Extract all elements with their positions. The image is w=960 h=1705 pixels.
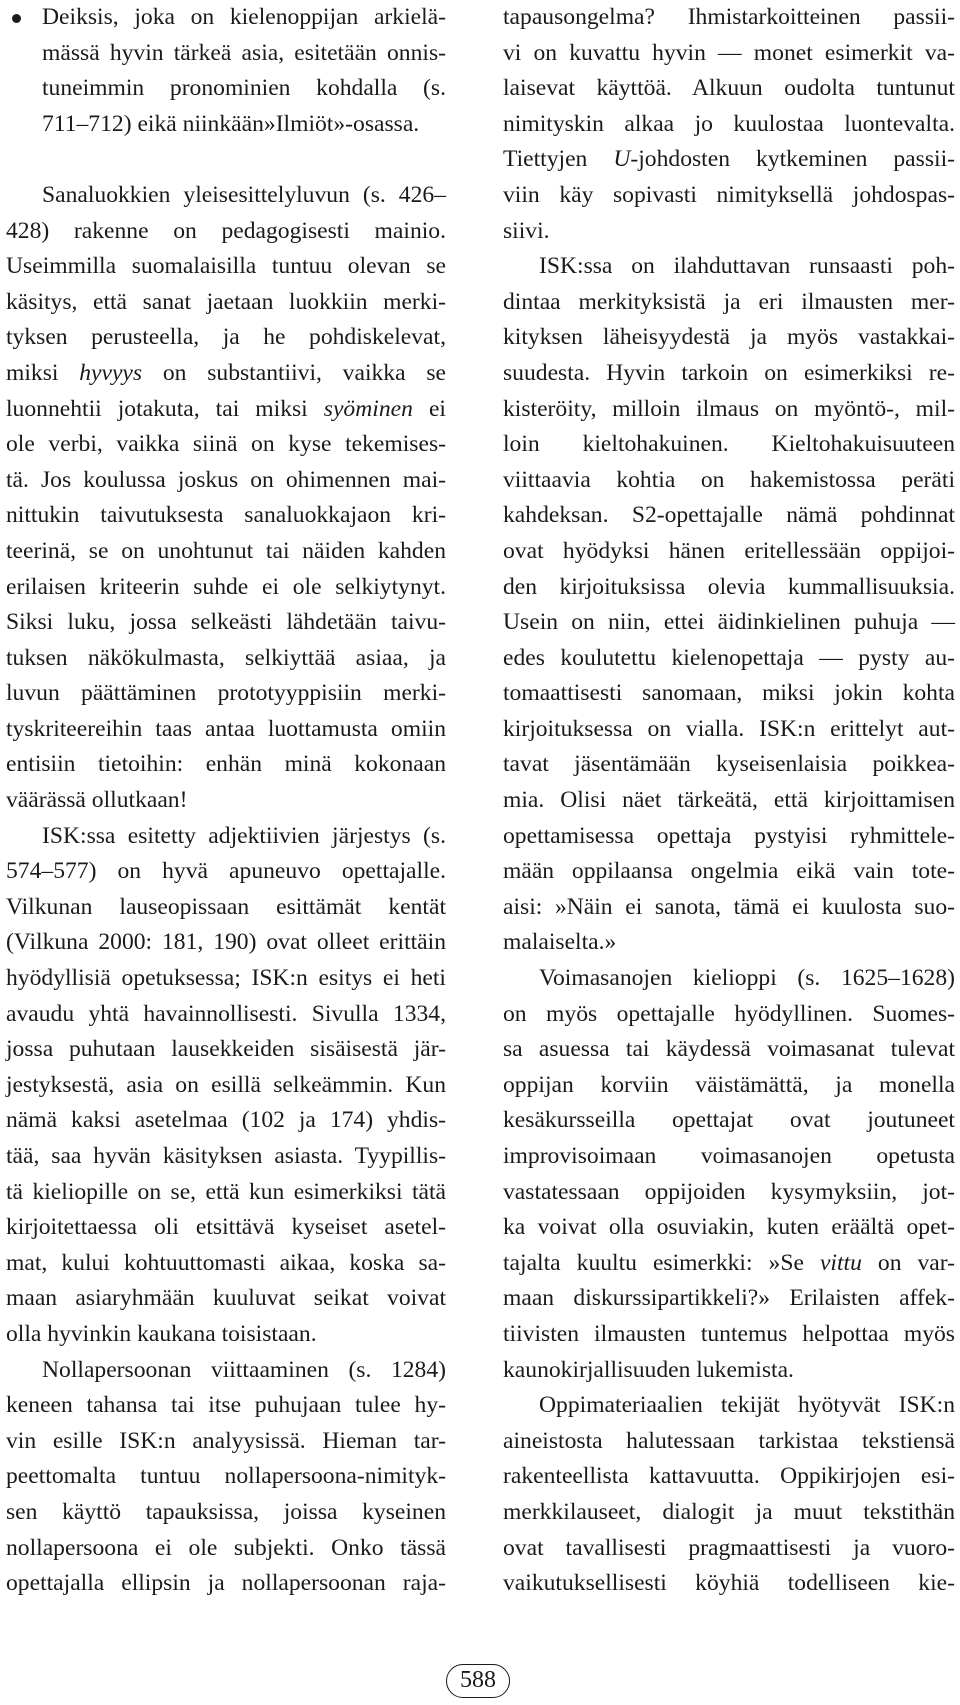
text-line: laisevat käyttöä. Alkuun oudolta tuntunut <box>503 75 955 102</box>
text-line: kesäkursseilla opettajat ovat joutuneet <box>503 1107 955 1134</box>
italic-term: vittu <box>819 1249 862 1276</box>
text-line: vi on kuvattu hyvin — monet esimerkit va- <box>503 39 955 66</box>
text-line: tuksen näkökulmasta, selkiyttää asiaa, ja <box>6 644 446 671</box>
text-line: Vilkunan lauseopissaan esittämät kentät <box>6 893 446 920</box>
text-line: kirjoituksessa on vialla. ISK:n erittelyt aut- <box>503 715 955 742</box>
text-line: miksi hyvyys on substantiivi, vaikka se <box>6 359 446 386</box>
text-line: mään oppilaansa ongelmia eikä vain tote- <box>503 858 955 885</box>
bullet-item <box>6 0 446 142</box>
text-line: mässä hyvin tärkeä asia, esitetään onnis- <box>42 39 446 66</box>
text-line: rakenteellista kattavuutta. Oppikirjojen esi- <box>503 1463 955 1490</box>
text-line: keneen tahansa tai itse puhujaan tulee hy- <box>6 1392 446 1419</box>
paragraph <box>503 961 955 1388</box>
text-line: edes koulutettu kielenopettaja — pysty au- <box>503 644 955 671</box>
text-line: sa asuessa tai käydessä voimasanat tulevat <box>503 1036 955 1063</box>
text-line: nittukin taivutuksesta sanaluokkajaon kri- <box>6 502 446 529</box>
text-line: Nollapersoonan viittaaminen (s. 1284) <box>42 1356 446 1383</box>
text-line: jossa puhutaan lausekkeiden sisäisestä jär- <box>6 1036 446 1063</box>
text-line: kaunokirjallisuuden lukemista. <box>503 1356 794 1383</box>
text-line: Useimmilla suomalaisilla tuntuu olevan se <box>6 253 446 280</box>
text-line: kisteröity, milloin ilmaus on myöntö-, mil- <box>503 395 955 422</box>
text-line: avaudu yhtä havainnollisesti. Sivulla 1334, <box>6 1000 446 1027</box>
text-line: väärässä ollutkaan! <box>6 787 188 814</box>
text-line: mia. Olisi näet tärkeätä, että kirjoittamisen <box>503 787 955 814</box>
paragraph <box>6 819 446 1353</box>
paragraph <box>6 178 446 819</box>
text-line: tä kieliopille on se, että kun esimerkiksi tätä <box>6 1178 446 1205</box>
right-column <box>503 0 955 1602</box>
text-line: maan diskurssipartikkeli?» Erilaisten affek- <box>503 1285 955 1312</box>
text-line: tyskriteereihin taas antaa luottamusta omiin <box>6 715 446 742</box>
text-line: siivi. <box>503 217 550 244</box>
text-line: aisi: »Näin ei sanota, tämä ei kuulosta suo- <box>503 893 955 920</box>
text-line: loin kieltohakuinen. Kieltohakuisuuteen <box>503 431 955 458</box>
text-line: oppijan korviin väistämättä, ja monella <box>503 1071 955 1098</box>
italic-term: U <box>613 146 631 173</box>
text-line: on myös opettajalle hyödyllinen. Suomes- <box>503 1000 955 1027</box>
text-line: Oppimateriaalien tekijät hyötyvät ISK:n <box>539 1392 955 1419</box>
text-line: Siksi luku, jossa selkeästi lähdetään taivu- <box>6 609 446 636</box>
text-line: tajalta kuultu esimerkki: »Se vittu on var- <box>503 1249 956 1276</box>
text-line: tiivisten ilmausten tuntemus helpottaa myös <box>503 1320 955 1347</box>
text-line: tyksen perusteella, ja he pohdiskelevat, <box>6 324 446 351</box>
text-line: olla hyvinkin kaukana toisistaan. <box>6 1320 317 1347</box>
text-line: dintaa merkityksistä ja eri ilmausten mer- <box>503 288 955 315</box>
text-line: nollapersoona ei ole subjekti. Onko tässä <box>6 1534 446 1561</box>
text-line: nimityskin alkaa jo kuulostaa luontevalta. <box>503 110 955 137</box>
text-line: luvun päättäminen prototyyppisiin merki- <box>6 680 446 707</box>
text-line: opettajalla ellipsin ja nollapersoonan raja- <box>6 1570 446 1597</box>
paragraph <box>503 249 955 961</box>
text-line: Deiksis, joka on kielenoppijan arkielä- <box>6 0 446 36</box>
text-line: Tiettyjen U-johdosten kytkeminen passii- <box>503 146 955 173</box>
text-line: mat, kului kohtuuttomasti aikaa, koska sa- <box>6 1249 446 1276</box>
page-number: 588 <box>446 1664 510 1698</box>
text-line: den kirjoituksissa olevia kummallisuuksia. <box>503 573 955 600</box>
text-line: viittaavia kohtia on hakemistossa peräti <box>503 466 955 493</box>
text-line: tä. Jos koulussa joskus on ohimennen mai- <box>6 466 446 493</box>
text-line: kahdeksan. S2-opettajalle nämä pohdinnat <box>503 502 955 529</box>
text-line: vin esille ISK:n analyysissä. Hieman tar- <box>6 1427 446 1454</box>
text-line: ovat tavallisesti pragmaattisesti ja vuoro- <box>503 1534 955 1561</box>
paragraph <box>503 0 955 249</box>
text-line: suudesta. Hyvin tarkoin on esimerkiksi re- <box>503 359 955 386</box>
text-line: teerinä, se on unohtunut tai näiden kahden <box>6 537 446 564</box>
text-line: ovat hyödyksi hänen eritellessään oppijoi- <box>503 537 955 564</box>
text-line: merkkilauseet, dialogit ja muut tekstithän <box>503 1498 955 1525</box>
text-line: käsitys, että sanat jaetaan luokkiin merki- <box>6 288 446 315</box>
text-line: maan asiaryhmään kuuluvat seikat voivat <box>6 1285 446 1312</box>
text-line: ka voivat olla osuviakin, kuten eräältä opet- <box>503 1214 955 1241</box>
text-line: aineistosta halutessaan tarkistaa tekstiensä <box>503 1427 955 1454</box>
text-line: tuneimmin pronominien kohdalla (s. <box>42 75 446 102</box>
text-line: malaiselta.» <box>503 929 617 956</box>
text-line: improvisoimaan voimasanojen opetusta <box>503 1143 955 1169</box>
left-column <box>6 0 446 1602</box>
text-line: tää, saa hyvän käsityksen asiasta. Tyypillis- <box>6 1143 446 1169</box>
text-line: Usein on niin, ettei äidinkielinen puhuja — <box>503 609 955 636</box>
text-line: tapausongelma? Ihmistarkoitteinen passii- <box>503 4 955 30</box>
text-line: peettomalta tuntuu nollapersoona-nimityk- <box>6 1463 446 1490</box>
text-line: ole verbi, vaikka siinä on kyse tekemises- <box>6 431 446 458</box>
text-line: hyödyllisiä opetuksessa; ISK:n esitys ei heti <box>6 965 446 992</box>
text-line: 711–712) eikä niinkään»Ilmiöt»-osassa. <box>42 110 420 137</box>
text-line: kityksen läheisyydestä ja myös vastakkai- <box>503 324 955 351</box>
text-line: viin käy sopivasti nimityksellä johdospas- <box>503 181 955 208</box>
text-line: tavat jäsentämään kyseisenlaisia poikkea- <box>503 751 955 778</box>
text-line: kirjoitettaessa oli etsittävä kyseiset asetel- <box>6 1214 446 1241</box>
text-line: nämä kaksi asetelmaa (102 ja 174) yhdis- <box>6 1107 446 1134</box>
italic-term: hyvyys <box>79 359 143 386</box>
italic-term: syöminen <box>323 395 413 422</box>
text-line: 574–577) on hyvä apuneuvo opettajalle. <box>6 858 446 885</box>
text-line: tomaattisesti sanomaan, miksi jokin kohta <box>503 680 955 707</box>
text-line: Sanaluokkien yleisesittelyluvun (s. 426– <box>42 181 446 208</box>
text-line: entisiin tietoihin: enhän minä kokonaan <box>6 751 446 778</box>
bullet-icon <box>12 14 21 23</box>
paragraph-gap <box>6 142 446 178</box>
text-line: vastatessaan oppijoiden kysymyksiin, jot- <box>503 1178 955 1205</box>
text-line: sen käyttö tapauksissa, joissa kyseinen <box>6 1498 446 1525</box>
paragraph <box>503 1388 955 1602</box>
text-line: (Vilkuna 2000: 181, 190) ovat olleet erittäin <box>6 929 446 956</box>
text-line: ISK:ssa esitetty adjektiivien järjestys (s. <box>42 822 446 849</box>
text-line: opettamisessa opettaja pystyisi ryhmittele- <box>503 822 955 849</box>
text-line: vaikutuksellisesti köyhiä todelliseen kie- <box>503 1570 955 1597</box>
paragraph <box>6 1353 446 1602</box>
text-line: ISK:ssa on ilahduttavan runsaasti poh- <box>539 253 955 280</box>
text-line: 428) rakenne on pedagogisesti mainio. <box>6 217 446 244</box>
text-line: jestyksestä, asia on esillä selkeämmin. Kun <box>6 1071 446 1098</box>
text-line: Voimasanojen kielioppi (s. 1625–1628) <box>539 965 955 992</box>
text-line: erilaisen kriteerin suhde ei ole selkiytynyt. <box>6 573 446 600</box>
text-line: luonnehtii jotakuta, tai miksi syöminen ei <box>6 395 446 422</box>
